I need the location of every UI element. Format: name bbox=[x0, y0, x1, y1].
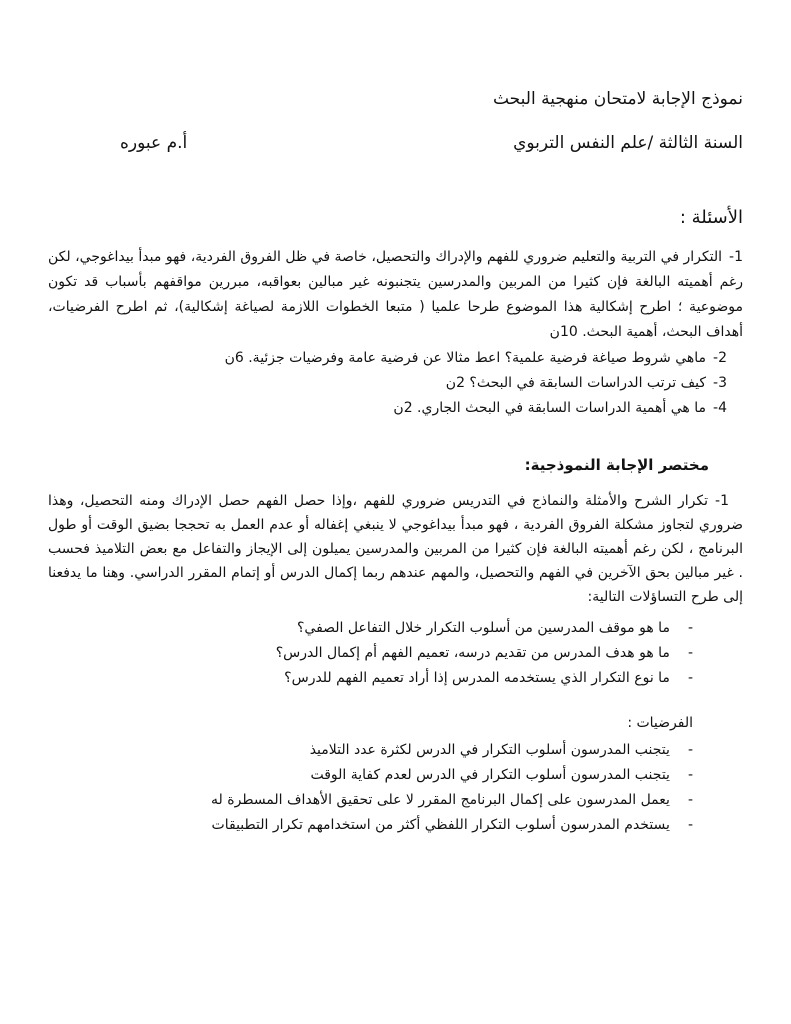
questions-list bbox=[48, 346, 743, 421]
hypotheses-list bbox=[48, 738, 693, 838]
dash-bullet-icon: - bbox=[687, 670, 693, 686]
model-answer-heading: مختصر الإجابة النموذجية: bbox=[524, 456, 709, 474]
hypothesis-text: يعمل المدرسون على إكمال البرنامج المقرر لا على تحقيق الأهداف المسطرة له bbox=[211, 792, 670, 808]
question-number: 1- bbox=[729, 249, 743, 265]
question-1-paragraph bbox=[48, 245, 743, 345]
questions-heading: الأسئلة : bbox=[679, 207, 743, 228]
raised-question-text: ما هو موقف المدرسين من أسلوب التكرار خلال التفاعل الصفي؟ bbox=[296, 620, 670, 636]
question-item bbox=[48, 346, 727, 371]
question-number: 4- bbox=[713, 400, 727, 416]
question-text: التكرار في التربية والتعليم ضروري للفهم والإدراك والتحصيل، خاصة في ظل الفروق الفردية، فهو مبدأ بيداغوجي، لكن رغم أهميته البالغة فإن كثيرا من المربين والمدرسين يتجنبونه غير مبالين بعواقبه، مبررين مواقفهم بأسباب قد تكون موضوعية ؛ اطرح إشكالية هذا الموضوع طرحا علميا ( متبعا الخطوات اللازمة لصياغة إشكالية)، ثم اطرح الفرضيات، أهداف البحث، أهمية البحث. 10ن bbox=[48, 249, 743, 340]
question-item bbox=[48, 371, 727, 396]
dash-bullet-icon: - bbox=[687, 817, 693, 833]
dash-bullet-icon: - bbox=[687, 767, 693, 783]
question-text: كيف ترتب الدراسات السابقة في البحث؟ 2ن bbox=[445, 375, 707, 391]
hypothesis-text: يتجنب المدرسون أسلوب التكرار في الدرس لعدم كفاية الوقت bbox=[310, 767, 670, 783]
raised-question-text: ما هو هدف المدرس من تقديم درسه، تعميم الفهم أم إكمال الدرس؟ bbox=[275, 645, 670, 661]
question-number: 3- bbox=[713, 375, 727, 391]
raised-question-item bbox=[48, 666, 693, 691]
hypothesis-item bbox=[48, 788, 693, 813]
page-title: نموذج الإجابة لامتحان منهجية البحث bbox=[492, 89, 743, 109]
hypothesis-item bbox=[48, 813, 693, 838]
hypothesis-text: يستخدم المدرسون أسلوب التكرار اللفظي أكثر من استخدامهم تكرار التطبيقات bbox=[211, 817, 670, 833]
question-item bbox=[48, 396, 727, 421]
answer-paragraph bbox=[48, 489, 743, 609]
hypothesis-item bbox=[48, 763, 693, 788]
header-row bbox=[48, 130, 743, 156]
answer-number: 1- bbox=[715, 493, 729, 509]
answer-text: تكرار الشرح والأمثلة والنماذج في التدريس ضروري للفهم ،وإذا حصل الفهم حصل الإدراك ومنه التحصيل، وهذا ضروري لتجاوز مشكلة الفروق الفردية ، فهو مبدأ بيداغوجي لا ينبغي إغفاله أو عدم العمل به تحججا بضيق الوقت أو طول البرنامج ، لكن رغم أهميته البالغة فإن كثيرا من المربين والمدرسين يميلون إلى الإيجاز والتفاعل مع بعض التلاميذ فحسب . غير مبالين بحق الآخرين في الفهم والتحصيل، والمهم عندهم ربما إكمال الدرس أو إتمام المقرر الدراسي. وهنا ما يدفعنا إلى طرح التساؤلات التالية: bbox=[48, 493, 743, 605]
question-number: 2- bbox=[713, 350, 727, 366]
question-text: ما هي أهمية الدراسات السابقة في البحث الجاري. 2ن bbox=[393, 400, 707, 416]
hypothesis-item bbox=[48, 738, 693, 763]
raised-question-item bbox=[48, 641, 693, 666]
instructor-name: أ.م عبوره bbox=[120, 133, 188, 153]
dash-bullet-icon: - bbox=[687, 645, 693, 661]
hypotheses-heading: الفرضيات : bbox=[627, 715, 693, 731]
question-text: ماهي شروط صياغة فرضية علمية؟ اعط مثالا عن فرضية عامة وفرضيات جزئية. 6ن bbox=[224, 350, 707, 366]
raised-question-item bbox=[48, 616, 693, 641]
raised-question-text: ما نوع التكرار الذي يستخدمه المدرس إذا أراد تعميم الفهم للدرس؟ bbox=[284, 670, 670, 686]
dash-bullet-icon: - bbox=[687, 792, 693, 808]
hypothesis-text: يتجنب المدرسون أسلوب التكرار في الدرس لكثرة عدد التلاميذ bbox=[309, 742, 670, 758]
dash-bullet-icon: - bbox=[687, 742, 693, 758]
course-title: السنة الثالثة /علم النفس التربوي bbox=[513, 133, 743, 153]
dash-bullet-icon: - bbox=[687, 620, 693, 636]
raised-questions-list bbox=[48, 616, 693, 691]
